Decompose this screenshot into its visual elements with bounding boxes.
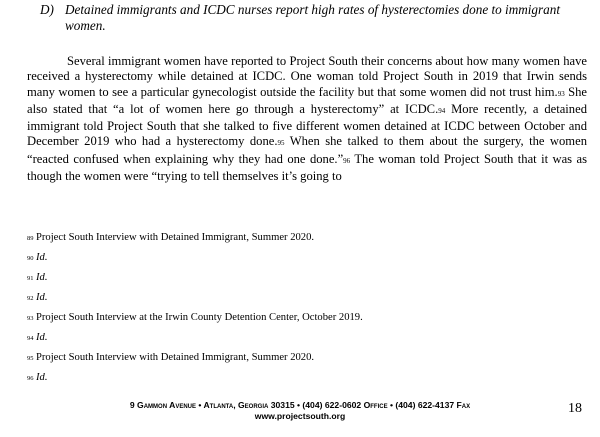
footnote-89	[27, 228, 587, 248]
section-heading	[40, 2, 585, 34]
footnote-ref-93[interactable]: 93	[557, 89, 565, 98]
footnote-text: Id.	[36, 332, 48, 343]
sentence-5: The woman told Project South that it was as though the women were “trying to tell themselves it’s going to	[27, 151, 587, 183]
footnote-90	[27, 248, 587, 268]
footnote-95	[27, 348, 587, 368]
footnote-text: Id.	[36, 252, 48, 263]
footer-website[interactable]: www.projectsouth.org	[254, 411, 346, 421]
sentence-2: She also stated that “a lot of women here go through a hysterectomy” at ICDC.	[27, 84, 587, 116]
footnote-92	[27, 288, 587, 308]
sentence-4: When she talked to them about the surgery, the women “reacted confused when explaining why they had one done.”	[27, 134, 587, 166]
footnote-number: 91	[27, 275, 34, 282]
footnote-number: 94	[27, 335, 34, 342]
footnote-text: Id.	[36, 372, 48, 383]
page-number: 18	[568, 401, 582, 416]
footnote-text: Id.	[36, 292, 48, 303]
footnote-number: 96	[27, 375, 34, 382]
footnote-96	[27, 368, 587, 388]
footnote-ref-96[interactable]: 96	[343, 156, 351, 165]
body-paragraph	[27, 54, 587, 184]
page-footer	[80, 400, 520, 422]
section-marker: D)	[40, 2, 54, 17]
footnote-number: 92	[27, 295, 34, 302]
footnote-91	[27, 268, 587, 288]
footnote-94	[27, 328, 587, 348]
footnote-ref-94[interactable]: 94	[438, 106, 446, 115]
footnote-number: 95	[27, 355, 34, 362]
sentence-1: Several immigrant women have reported to Project South their concerns about how many women have received a hysterectomy while detained at ICDC. One woman told Project South in 2019 that Irwin sends many women to see a particular gynecologist outside the facility but that some women did not trust him.	[27, 54, 587, 99]
section-title-line2: women.	[65, 18, 106, 33]
footnote-number: 89	[27, 235, 34, 242]
footnote-text: Project South Interview at the Irwin County Detention Center, October 2019.	[36, 312, 363, 323]
footnote-93	[27, 308, 587, 328]
footnote-ref-95[interactable]: 95	[277, 139, 285, 148]
footer-address: 9 Gammon Avenue • Atlanta, Georgia 30315 • (404) 622-0602 Office • (404) 622-4137 Fax	[129, 400, 471, 410]
footnote-number: 93	[27, 315, 34, 322]
footnotes-list	[27, 228, 587, 388]
footnote-number: 90	[27, 255, 34, 262]
footnote-text: Project South Interview with Detained Immigrant, Summer 2020.	[36, 232, 315, 243]
section-title-line1: Detained immigrants and ICDC nurses report high rates of hysterectomies done to immigrant	[65, 2, 560, 17]
sentence-3: More recently, a detained immigrant told Project South that she talked to five different women detained at ICDC between October and December 2019 who had a hysterectomy done.	[27, 101, 587, 149]
footnote-text: Project South Interview with Detained Immigrant, Summer 2020.	[36, 352, 315, 363]
footnote-text: Id.	[36, 272, 48, 283]
